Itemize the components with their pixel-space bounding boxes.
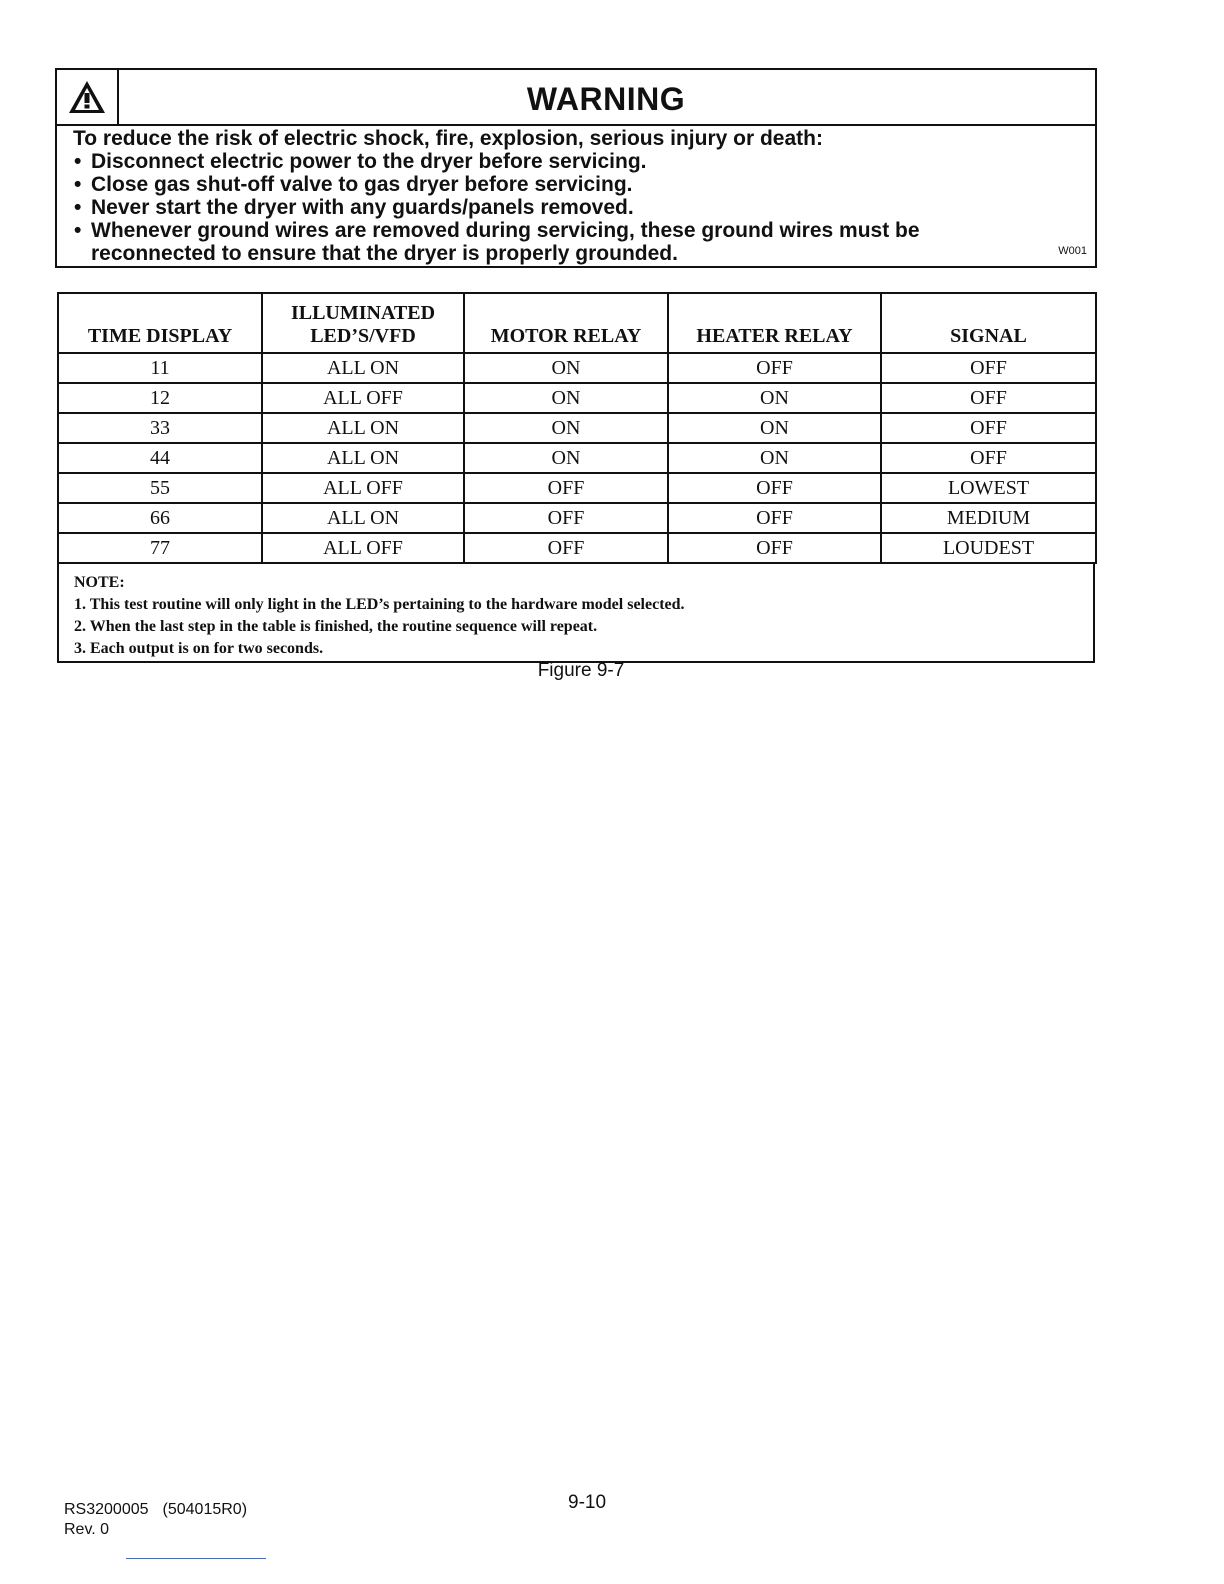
footer-doc-info	[64, 1500, 247, 1540]
table-body	[58, 353, 1096, 563]
cell-illuminated: ALL OFF	[262, 533, 464, 563]
header-motor-relay: MOTOR RELAY	[464, 293, 668, 353]
cell-signal: MEDIUM	[881, 503, 1096, 533]
note-item: 1. This test routine will only light in the LED’s pertaining to the hardware model selected.	[74, 596, 685, 613]
table-row	[58, 413, 1096, 443]
cell-heater-relay: ON	[668, 413, 881, 443]
table-row	[58, 383, 1096, 413]
cell-heater-relay: OFF	[668, 533, 881, 563]
cell-illuminated: ALL OFF	[262, 383, 464, 413]
cell-heater-relay: OFF	[668, 353, 881, 383]
figure-caption: Figure 9-7	[537, 660, 625, 681]
warning-box	[55, 68, 1097, 268]
cell-time-display: 77	[58, 533, 262, 563]
cell-time-display: 44	[58, 443, 262, 473]
cell-signal: LOWEST	[881, 473, 1096, 503]
cell-illuminated: ALL ON	[262, 443, 464, 473]
warning-icon-cell	[57, 70, 119, 124]
test-routine-table	[57, 292, 1097, 564]
warning-header	[57, 70, 1095, 126]
note-label: NOTE:	[74, 574, 125, 591]
warning-bullet: • Disconnect electric power to the dryer before servicing.	[74, 150, 647, 173]
table-row	[58, 533, 1096, 563]
cell-motor-relay: ON	[464, 443, 668, 473]
warning-code: W001	[1058, 245, 1087, 257]
warning-bullet: • Whenever ground wires are removed during servicing, these ground wires must be reconnected to ensure that the dryer is properly grounded.	[74, 219, 920, 265]
doc-number: RS3200005	[64, 1501, 149, 1518]
warning-title: WARNING	[526, 81, 686, 117]
revision: Rev. 0	[64, 1521, 110, 1538]
cell-motor-relay: ON	[464, 383, 668, 413]
cell-time-display: 11	[58, 353, 262, 383]
cell-time-display: 66	[58, 503, 262, 533]
table-row	[58, 503, 1096, 533]
cell-motor-relay: OFF	[464, 503, 668, 533]
cell-heater-relay: OFF	[668, 473, 881, 503]
cell-time-display: 33	[58, 413, 262, 443]
header-signal: SIGNAL	[881, 293, 1096, 353]
table-row	[58, 353, 1096, 383]
header-time-display: TIME DISPLAY	[58, 293, 262, 353]
test-table-container	[57, 292, 1095, 663]
part-number: (504015R0)	[162, 1501, 248, 1518]
cell-motor-relay: ON	[464, 353, 668, 383]
warning-triangle-icon	[67, 79, 107, 115]
table-row	[58, 443, 1096, 473]
cell-motor-relay: ON	[464, 413, 668, 443]
table-header-row	[58, 293, 1096, 353]
cell-heater-relay: OFF	[668, 503, 881, 533]
cell-signal: OFF	[881, 443, 1096, 473]
header-heater-relay: HEATER RELAY	[668, 293, 881, 353]
cell-signal: OFF	[881, 413, 1096, 443]
cell-motor-relay: OFF	[464, 473, 668, 503]
note-item: 3. Each output is on for two seconds.	[74, 640, 324, 657]
cell-time-display: 55	[58, 473, 262, 503]
cell-signal: OFF	[881, 353, 1096, 383]
cell-motor-relay: OFF	[464, 533, 668, 563]
warning-bullet: • Never start the dryer with any guards/panels removed.	[74, 196, 634, 219]
cell-illuminated: ALL ON	[262, 353, 464, 383]
warning-bullet: • Close gas shut-off valve to gas dryer before servicing.	[74, 173, 633, 196]
cell-heater-relay: ON	[668, 443, 881, 473]
note-section	[57, 564, 1095, 663]
cell-illuminated: ALL OFF	[262, 473, 464, 503]
note-item: 2. When the last step in the table is finished, the routine sequence will repeat.	[74, 618, 598, 635]
cell-signal: LOUDEST	[881, 533, 1096, 563]
warning-body	[73, 127, 1085, 265]
cell-time-display: 12	[58, 383, 262, 413]
bottom-rule	[126, 1558, 266, 1559]
cell-signal: OFF	[881, 383, 1096, 413]
cell-illuminated: ALL ON	[262, 503, 464, 533]
cell-illuminated: ALL ON	[262, 413, 464, 443]
warning-intro: To reduce the risk of electric shock, fire, explosion, serious injury or death:	[73, 127, 823, 150]
warning-bullet-continuation: reconnected to ensure that the dryer is properly grounded.	[91, 242, 678, 265]
page-number: 9-10	[568, 1492, 607, 1513]
warning-list	[73, 150, 1085, 265]
table-row	[58, 473, 1096, 503]
cell-heater-relay: ON	[668, 383, 881, 413]
header-illuminated: ILLUMINATED LED’S/VFD	[262, 293, 464, 353]
